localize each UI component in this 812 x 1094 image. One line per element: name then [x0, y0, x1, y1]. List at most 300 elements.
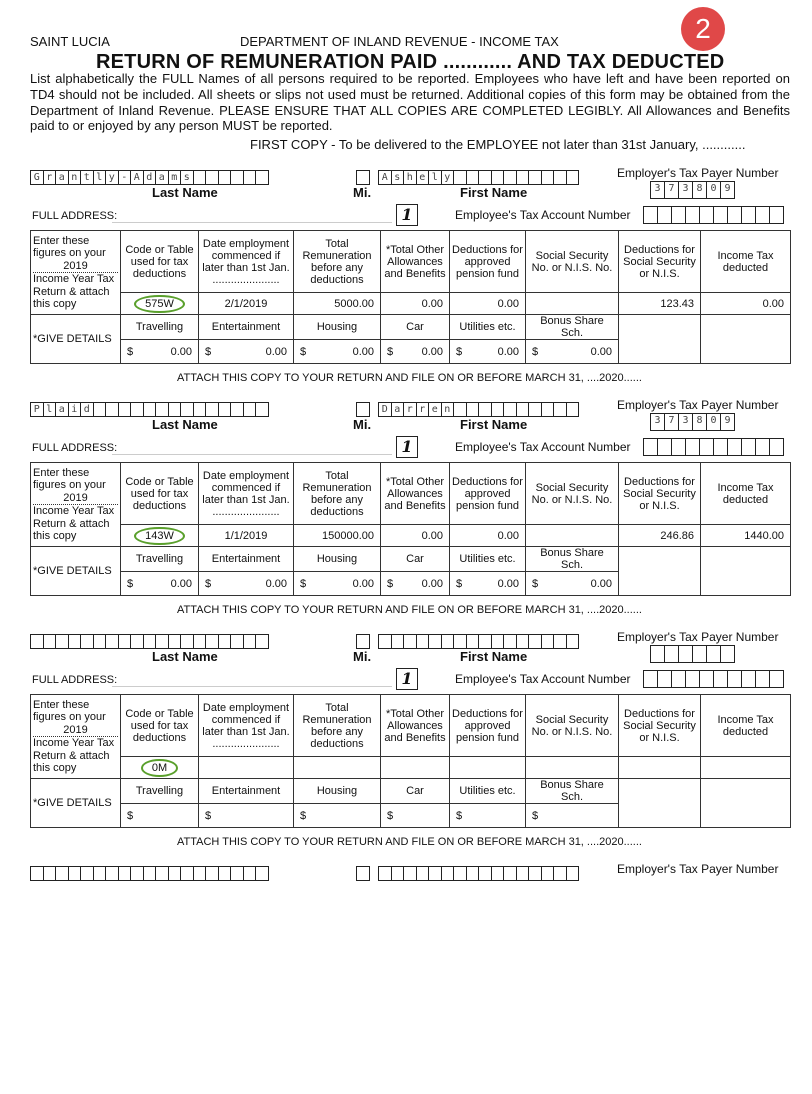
last-name-char-box[interactable]: A [130, 170, 144, 185]
dollar-sign: $ [387, 809, 394, 822]
first-name-char-box[interactable] [541, 170, 555, 185]
first-name-char-box[interactable] [553, 170, 567, 185]
first-name-char-box[interactable] [541, 866, 555, 881]
last-name-char-box[interactable] [155, 634, 169, 649]
last-name-char-box[interactable]: n [68, 170, 82, 185]
last-name-boxes [30, 866, 268, 881]
first-name-char-box[interactable]: e [428, 402, 442, 417]
last-name-char-box[interactable]: s [180, 170, 194, 185]
first-name-char-box[interactable] [503, 866, 517, 881]
other-cell[interactable] [381, 757, 450, 779]
first-name-char-box[interactable] [391, 634, 405, 649]
first-name-char-box[interactable]: D [378, 402, 392, 417]
last-name-char-box[interactable] [130, 866, 144, 881]
total-header: Total Remuneration before any deductions [294, 463, 381, 525]
dollar-sign: $ [127, 809, 134, 822]
last-name-char-box[interactable] [80, 634, 94, 649]
employee-tan-char-box[interactable] [727, 438, 742, 456]
dollar-sign: $ [532, 577, 539, 590]
first-name-char-box[interactable] [553, 634, 567, 649]
employee-tan-char-box[interactable] [657, 670, 672, 688]
enter-figures-cell [31, 231, 121, 315]
first-name-char-box[interactable] [503, 170, 517, 185]
last-name-char-box[interactable]: d [80, 402, 94, 417]
last-name-char-box[interactable] [80, 866, 94, 881]
remuneration-table [30, 462, 791, 596]
employee-slip [0, 166, 812, 398]
last-name-boxes [30, 402, 268, 417]
first-name-char-box[interactable] [453, 866, 467, 881]
last-name-char-box[interactable] [205, 170, 219, 185]
attach-note: ATTACH THIS COPY TO YOUR RETURN AND FILE ON OR BEFORE MARCH 31, ....2020...... [177, 836, 642, 848]
first-name-char-box[interactable] [478, 634, 492, 649]
detail-amount-cell[interactable] [450, 804, 526, 828]
employee-tan-char-box[interactable] [657, 206, 672, 224]
code-value: 0M [141, 759, 178, 777]
detail-amount: 0.00 [170, 345, 192, 358]
employer-tpn-char-box[interactable]: 0 [706, 413, 721, 431]
first-name-char-box[interactable] [453, 402, 467, 417]
last-name-char-box[interactable] [143, 402, 157, 417]
detail-amount: 0.00 [590, 345, 612, 358]
first-name-char-box[interactable] [478, 170, 492, 185]
employee-tan-char-box[interactable] [685, 206, 700, 224]
first-name-char-box[interactable] [491, 402, 505, 417]
last-name-char-box[interactable] [143, 634, 157, 649]
employee-tan-char-box[interactable] [755, 438, 770, 456]
first-name-char-box[interactable] [516, 402, 530, 417]
first-name-char-box[interactable] [428, 866, 442, 881]
last-name-char-box[interactable] [155, 402, 169, 417]
employee-tan-char-box[interactable] [769, 438, 784, 456]
first-name-char-box[interactable]: r [403, 402, 417, 417]
first-name-char-box[interactable] [516, 866, 530, 881]
last-name-char-box[interactable] [105, 402, 119, 417]
first-name-char-box[interactable] [391, 866, 405, 881]
employee-tan-char-box[interactable] [685, 670, 700, 688]
last-name-char-box[interactable] [105, 866, 119, 881]
first-name-char-box[interactable] [516, 634, 530, 649]
employee-tan-char-box[interactable] [671, 206, 686, 224]
detail-amount-cell[interactable] [526, 804, 619, 828]
detail-amount-cell[interactable] [381, 572, 450, 596]
first-name-char-box[interactable] [478, 402, 492, 417]
first-name-char-box[interactable] [528, 634, 542, 649]
first-name-char-box[interactable] [466, 402, 480, 417]
last-name-char-box[interactable]: a [55, 170, 69, 185]
first-name-char-box[interactable] [453, 634, 467, 649]
last-name-boxes [30, 634, 268, 649]
last-name-char-box[interactable] [55, 866, 69, 881]
last-name-char-box[interactable] [243, 402, 257, 417]
mi-label: Mi. [353, 185, 372, 200]
blank-cell [701, 779, 791, 828]
last-name-label: Last Name [152, 649, 218, 664]
detail-amount-cell[interactable] [121, 804, 199, 828]
employee-tan-char-box[interactable] [713, 206, 728, 224]
last-name-char-box[interactable] [230, 402, 244, 417]
detail-amount-cell[interactable] [121, 572, 199, 596]
employer-tpn-char-box[interactable]: 9 [720, 181, 735, 199]
employer-tpn-char-box[interactable] [706, 645, 721, 663]
last-name-char-box[interactable] [193, 402, 207, 417]
pension-cell[interactable]: 0.00 [450, 293, 526, 315]
last-name-char-box[interactable] [43, 866, 57, 881]
detail-amount: 0.00 [265, 577, 287, 590]
ded-ss-cell[interactable]: 123.43 [619, 293, 701, 315]
last-name-char-box[interactable] [205, 634, 219, 649]
last-name-char-box[interactable] [255, 866, 269, 881]
first-name-char-box[interactable] [528, 402, 542, 417]
last-name-char-box[interactable]: P [30, 402, 44, 417]
first-name-char-box[interactable]: h [403, 170, 417, 185]
employee-tan-char-box[interactable] [713, 670, 728, 688]
date-header-dots: ...................... [212, 505, 280, 518]
other-cell[interactable]: 0.00 [381, 525, 450, 547]
last-name-char-box[interactable] [180, 402, 194, 417]
last-name-char-box[interactable]: d [143, 170, 157, 185]
mi-box-row [356, 402, 369, 417]
entertainment-label: Entertainment [199, 315, 294, 340]
dollar-sign: $ [456, 577, 463, 590]
first-name-char-box[interactable] [503, 402, 517, 417]
date-header [199, 231, 294, 293]
first-name-char-box[interactable] [553, 402, 567, 417]
ss-no-cell[interactable] [526, 757, 619, 779]
pension-cell[interactable]: 0.00 [450, 525, 526, 547]
dollar-sign: $ [456, 345, 463, 358]
employer-tpn-char-box[interactable]: 3 [650, 181, 665, 199]
last-name-char-box[interactable] [143, 866, 157, 881]
tax-cell[interactable] [701, 757, 791, 779]
employee-tan-char-box[interactable] [727, 206, 742, 224]
travelling-label: Travelling [121, 779, 199, 804]
last-name-char-box[interactable] [205, 866, 219, 881]
first-name-char-box[interactable] [378, 866, 392, 881]
last-name-char-box[interactable] [43, 634, 57, 649]
last-name-char-box[interactable] [93, 866, 107, 881]
detail-amount-cell[interactable] [199, 572, 294, 596]
employee-tan-char-box[interactable] [671, 438, 686, 456]
car-label: Car [381, 779, 450, 804]
employer-tpn-char-box[interactable]: 8 [692, 181, 707, 199]
employee-tan-char-box[interactable] [727, 670, 742, 688]
employer-tpn-char-box[interactable] [678, 645, 693, 663]
last-name-char-box[interactable] [93, 634, 107, 649]
last-name-char-box[interactable] [193, 866, 207, 881]
employee-tan-char-box[interactable] [643, 670, 658, 688]
first-name-char-box[interactable] [378, 634, 392, 649]
last-name-char-box[interactable] [243, 170, 257, 185]
last-name-char-box[interactable]: G [30, 170, 44, 185]
last-name-char-box[interactable]: - [118, 170, 132, 185]
first-name-char-box[interactable] [466, 634, 480, 649]
last-name-char-box[interactable] [230, 170, 244, 185]
address-line[interactable] [112, 454, 392, 455]
dollar-sign: $ [300, 809, 307, 822]
code-cell[interactable] [121, 525, 199, 547]
first-name-char-box[interactable] [516, 170, 530, 185]
detail-amount-cell[interactable] [450, 340, 526, 364]
last-name-char-box[interactable] [218, 170, 232, 185]
last-name-char-box[interactable]: t [80, 170, 94, 185]
mi-box[interactable] [356, 634, 370, 649]
employee-tan-char-box[interactable] [769, 206, 784, 224]
detail-amount-cell[interactable] [526, 340, 619, 364]
other-header: *Total Other Allowances and Benefits [381, 231, 450, 293]
entertainment-label: Entertainment [199, 779, 294, 804]
ded-ss-cell[interactable]: 246.86 [619, 525, 701, 547]
first-name-char-box[interactable] [478, 866, 492, 881]
income-year-text: Income Year Tax Return & attach this copy [33, 505, 115, 542]
last-name-char-box[interactable] [93, 402, 107, 417]
employee-tan-char-box[interactable] [643, 206, 658, 224]
address-line[interactable] [112, 222, 392, 223]
first-name-char-box[interactable] [528, 170, 542, 185]
enter-figures-text: Enter these figures on your [33, 698, 106, 723]
employee-tan-char-box[interactable] [769, 670, 784, 688]
first-name-char-box[interactable] [441, 866, 455, 881]
mi-box-row [356, 170, 369, 185]
detail-amount-cell[interactable] [294, 572, 381, 596]
tax-cell[interactable]: 0.00 [701, 293, 791, 315]
last-name-char-box[interactable] [180, 866, 194, 881]
first-name-char-box[interactable] [566, 170, 580, 185]
employer-tpn-char-box[interactable]: 7 [664, 181, 679, 199]
travelling-label: Travelling [121, 547, 199, 572]
full-address-label: FULL ADDRESS: [32, 674, 118, 686]
employee-tan-char-box[interactable] [741, 438, 756, 456]
dollar-sign: $ [387, 577, 394, 590]
first-name-char-box[interactable] [428, 634, 442, 649]
employer-tpn-char-box[interactable]: 7 [664, 413, 679, 431]
tax-header: Income Tax deducted [701, 695, 791, 757]
employer-tpn-char-box[interactable]: 3 [678, 181, 693, 199]
first-name-char-box[interactable] [566, 866, 580, 881]
employee-tan-char-box[interactable] [713, 438, 728, 456]
last-name-char-box[interactable] [243, 866, 257, 881]
last-name-char-box[interactable] [30, 866, 44, 881]
first-name-char-box[interactable] [403, 866, 417, 881]
last-name-char-box[interactable] [193, 170, 207, 185]
code-header: Code or Table used for tax deductions [121, 463, 199, 525]
last-name-char-box[interactable] [130, 402, 144, 417]
first-name-char-box[interactable] [491, 866, 505, 881]
last-name-char-box[interactable] [230, 634, 244, 649]
first-name-char-box[interactable] [416, 634, 430, 649]
last-name-char-box[interactable] [168, 634, 182, 649]
last-name-char-box[interactable] [255, 634, 269, 649]
last-name-char-box[interactable] [168, 402, 182, 417]
ded-ss-cell[interactable] [619, 757, 701, 779]
first-name-char-box[interactable] [441, 634, 455, 649]
detail-amount-cell[interactable] [381, 804, 450, 828]
detail-amount-cell[interactable] [199, 804, 294, 828]
detail-amount-cell[interactable] [294, 804, 381, 828]
employer-tpn-char-box[interactable]: 9 [720, 413, 735, 431]
last-name-char-box[interactable] [218, 866, 232, 881]
employee-tan-char-box[interactable] [643, 438, 658, 456]
first-name-boxes [378, 634, 578, 649]
employer-tpn-char-box[interactable] [720, 645, 735, 663]
first-name-char-box[interactable] [466, 170, 480, 185]
address-line[interactable] [112, 686, 392, 687]
last-name-char-box[interactable] [155, 866, 169, 881]
employer-tpn-char-box[interactable]: 3 [650, 413, 665, 431]
first-name-char-box[interactable]: y [441, 170, 455, 185]
detail-amount-cell[interactable] [450, 572, 526, 596]
last-name-char-box[interactable] [68, 866, 82, 881]
employee-tan-char-box[interactable] [741, 206, 756, 224]
tax-cell[interactable]: 1440.00 [701, 525, 791, 547]
mi-box[interactable] [356, 866, 370, 881]
employee-tan-char-box[interactable] [657, 438, 672, 456]
first-name-char-box[interactable]: s [391, 170, 405, 185]
last-name-char-box[interactable] [180, 634, 194, 649]
detail-amount-cell[interactable] [199, 340, 294, 364]
pension-cell[interactable] [450, 757, 526, 779]
first-name-char-box[interactable] [503, 634, 517, 649]
first-name-char-box[interactable]: r [416, 402, 430, 417]
detail-amount-cell[interactable] [121, 340, 199, 364]
employer-tpn-char-box[interactable] [664, 645, 679, 663]
bonus-label: Bonus Share Sch. [526, 547, 619, 572]
housing-label: Housing [294, 779, 381, 804]
last-name-char-box[interactable] [255, 402, 269, 417]
form-title: RETURN OF REMUNERATION PAID ............ AND TAX DEDUCTED [96, 51, 725, 73]
code-header: Code or Table used for tax deductions [121, 231, 199, 293]
mi-box[interactable] [356, 170, 370, 185]
employee-tan-char-box[interactable] [671, 670, 686, 688]
employer-tpn-label: Employer's Tax Payer Number [617, 398, 779, 412]
blank-cell [701, 547, 791, 596]
other-cell[interactable]: 0.00 [381, 293, 450, 315]
last-name-char-box[interactable] [230, 866, 244, 881]
first-name-char-box[interactable] [553, 866, 567, 881]
last-name-char-box[interactable] [118, 866, 132, 881]
pension-header: Deductions for approved pension fund [450, 463, 526, 525]
employee-tan-char-box[interactable] [755, 670, 770, 688]
employer-tpn-boxes [650, 181, 734, 199]
first-name-char-box[interactable] [566, 634, 580, 649]
income-year-text: Income Year Tax Return & attach this copy [33, 273, 115, 310]
employer-tpn-char-box[interactable]: 3 [678, 413, 693, 431]
last-name-char-box[interactable] [118, 402, 132, 417]
last-name-char-box[interactable] [218, 402, 232, 417]
first-name-char-box[interactable] [541, 402, 555, 417]
employee-tan-boxes [643, 670, 783, 688]
last-name-char-box[interactable]: i [68, 402, 82, 417]
first-copy-note: FIRST COPY - To be delivered to the EMPLOYEE not later than 31st January, ............ [250, 137, 746, 152]
first-name-boxes [378, 402, 578, 417]
employer-tpn-char-box[interactable] [650, 645, 665, 663]
last-name-char-box[interactable] [205, 402, 219, 417]
first-name-char-box[interactable] [528, 866, 542, 881]
dollar-sign: $ [300, 577, 307, 590]
ss-no-cell[interactable] [526, 293, 619, 315]
last-name-char-box[interactable] [130, 634, 144, 649]
first-name-char-box[interactable] [491, 634, 505, 649]
date-header-text: Date employment commenced if later than 1st Jan. [202, 701, 290, 738]
code-cell[interactable] [121, 293, 199, 315]
first-name-char-box[interactable]: A [378, 170, 392, 185]
last-name-char-box[interactable]: m [168, 170, 182, 185]
employee-tan-char-box[interactable] [741, 670, 756, 688]
blank-cell [701, 315, 791, 364]
first-name-char-box[interactable]: e [416, 170, 430, 185]
total-cell[interactable]: 5000.00 [294, 293, 381, 315]
department-label: DEPARTMENT OF INLAND REVENUE - INCOME TAX [240, 34, 559, 49]
first-name-char-box[interactable] [403, 634, 417, 649]
last-name-char-box[interactable]: y [105, 170, 119, 185]
blank-cell [619, 315, 701, 364]
employee-tan-char-box[interactable] [699, 670, 714, 688]
mi-box[interactable] [356, 402, 370, 417]
employee-tan-char-box[interactable] [685, 438, 700, 456]
last-name-char-box[interactable] [105, 634, 119, 649]
first-name-char-box[interactable] [566, 402, 580, 417]
last-name-char-box[interactable]: a [55, 402, 69, 417]
first-name-char-box[interactable]: n [441, 402, 455, 417]
total-cell[interactable]: 150000.00 [294, 525, 381, 547]
employee-tan-char-box[interactable] [755, 206, 770, 224]
date-cell[interactable] [199, 757, 294, 779]
employer-tpn-char-box[interactable]: 8 [692, 413, 707, 431]
last-name-char-box[interactable] [255, 170, 269, 185]
first-name-char-box[interactable] [541, 634, 555, 649]
detail-amount-cell[interactable] [526, 572, 619, 596]
last-name-char-box[interactable] [55, 634, 69, 649]
employee-tan-char-box[interactable] [699, 206, 714, 224]
last-name-char-box[interactable]: r [43, 170, 57, 185]
last-name-char-box[interactable] [68, 634, 82, 649]
first-name-char-box[interactable] [466, 866, 480, 881]
last-name-char-box[interactable] [218, 634, 232, 649]
enter-figures-cell [31, 463, 121, 547]
total-cell[interactable] [294, 757, 381, 779]
first-name-char-box[interactable] [491, 170, 505, 185]
last-name-char-box[interactable] [118, 634, 132, 649]
last-name-char-box[interactable] [30, 634, 44, 649]
ss-no-header: Social Security No. or N.I.S. No. [526, 695, 619, 757]
employee-slip [0, 398, 812, 630]
employer-tpn-char-box[interactable]: 0 [706, 181, 721, 199]
detail-amount-cell[interactable] [381, 340, 450, 364]
last-name-char-box[interactable]: a [155, 170, 169, 185]
employer-tpn-char-box[interactable] [692, 645, 707, 663]
last-name-char-box[interactable]: l [93, 170, 107, 185]
country-label: SAINT LUCIA [30, 34, 110, 49]
detail-amount-cell[interactable] [294, 340, 381, 364]
ss-no-cell[interactable] [526, 525, 619, 547]
last-name-char-box[interactable] [168, 866, 182, 881]
code-cell[interactable] [121, 757, 199, 779]
date-cell[interactable]: 2/1/2019 [199, 293, 294, 315]
first-name-char-box[interactable] [453, 170, 467, 185]
last-name-char-box[interactable] [193, 634, 207, 649]
dollar-sign: $ [456, 809, 463, 822]
first-name-char-box[interactable]: l [428, 170, 442, 185]
mi-box-row [356, 866, 369, 881]
first-name-char-box[interactable]: a [391, 402, 405, 417]
dollar-sign: $ [205, 577, 212, 590]
attach-note: ATTACH THIS COPY TO YOUR RETURN AND FILE ON OR BEFORE MARCH 31, ....2020...... [177, 604, 642, 616]
first-name-char-box[interactable] [416, 866, 430, 881]
last-name-char-box[interactable] [243, 634, 257, 649]
employee-tan-char-box[interactable] [699, 438, 714, 456]
date-cell[interactable]: 1/1/2019 [199, 525, 294, 547]
last-name-char-box[interactable]: l [43, 402, 57, 417]
